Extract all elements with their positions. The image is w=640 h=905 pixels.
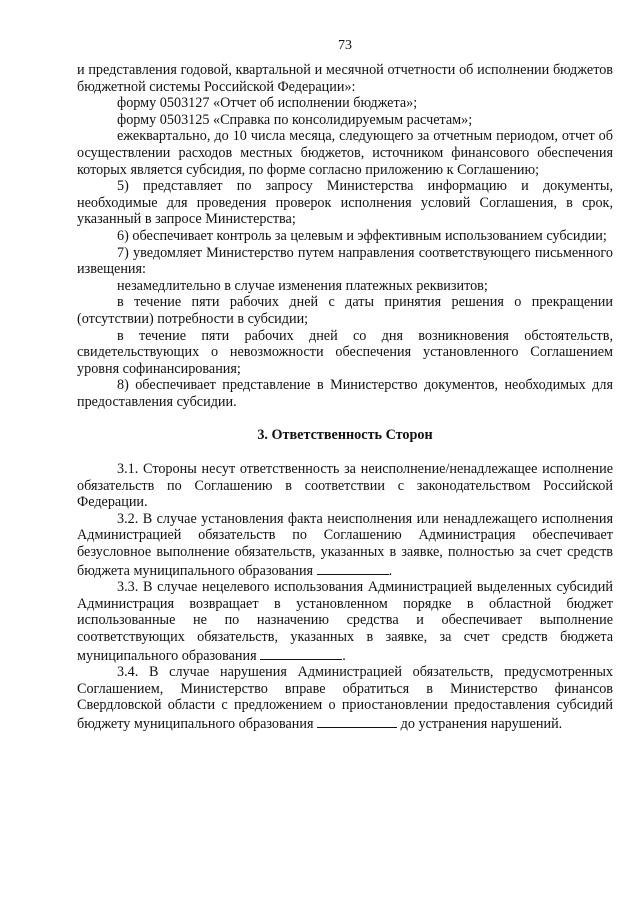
clause-3-1: 3.1. Стороны несут ответственность за неисполнение/ненадлежащее исполнение обязательств по Соглашению в соответствии с законодательством Российской Федерации. [77,461,613,511]
clause-3-3-end: . [342,647,346,664]
clause-3-3-text: 3.3. В случае нецелевого использования Администрацией выделенных субсидий Администрация возвращает в установленном порядке в областной бюджет использованные не по назначению средства и обеспечивает выполнение соответствующих обязательств, указанных в заявке, за счет средств бюджета муниципального образования [77,579,613,664]
paragraph: в течение пяти рабочих дней с даты принятия решения о прекращении (отсутствии) потребности в субсидии; [77,294,613,327]
paragraph: 5) представляет по запросу Министерства информацию и документы, необходимые для проведения проверок исполнения условий Соглашения, в срок, указанный в запросе Министерства; [77,178,613,228]
paragraph: незамедлительно в случае изменения платежных реквизитов; [117,277,488,294]
paragraph: форму 0503127 «Отчет об исполнении бюджета»; [117,95,418,112]
clause-3-2-end: . [388,562,393,579]
paragraph: форму 0503125 «Справка по консолидируемым расчетам»; [117,111,473,128]
paragraph: 6) обеспечивает контроль за целевым и эффективным использованием субсидии; [117,227,607,244]
paragraph: и представления годовой, квартальной и месячной отчетности об исполнении бюджетов бюджетной системы Российской Федерации»: [77,62,613,95]
clause-3-4-end: до устранения нарушений. [400,715,563,732]
paragraph: 7) уведомляет Министерство путем направления соответствующего письменного извещения: [77,244,613,278]
paragraph: ежеквартально, до 10 числа месяца, следующего за отчетным периодом, отчет об осуществлении расходов местных бюджетов, источником финансового обеспечения которых является субсидия, по форме согласно приложению к Соглашению; [77,128,613,178]
blank-field [260,646,342,660]
paragraph: 8) обеспечивает представление в Министерство документов, необходимых для предоставления субсидии. [77,377,613,410]
paragraph: в течение пяти рабочих дней со дня возникновения обстоятельств, свидетельствующих о невозможности обеспечения установленного Соглашением уровня софинансирования; [77,327,613,377]
clause-3-2 [77,511,613,579]
blank-field [317,714,397,728]
clause-3-3 [77,579,613,664]
section-title: 3. Ответственность Сторон [257,427,433,444]
page-number: 73 [338,38,352,53]
clause-3-4-text: 3.4. В случае нарушения Администрацией обязательств, предусмотренных Соглашением, Министерство вправе обратиться в Министерство финансов Свердловской области с предложением о приостановлении предоставления субсидий бюджету муниципального образования [77,664,613,732]
clause-3-2-text: 3.2. В случае установления факта неисполнения или ненадлежащего исполнения Администрацией обязательств по Соглашению Администрация обеспечивает безусловное выполнение обязательств, указанных в заявке, полностью за счет средств бюджета муниципального образования [77,510,613,579]
document-body [77,62,613,733]
blank-field [317,561,389,575]
clause-3-4 [77,664,613,732]
